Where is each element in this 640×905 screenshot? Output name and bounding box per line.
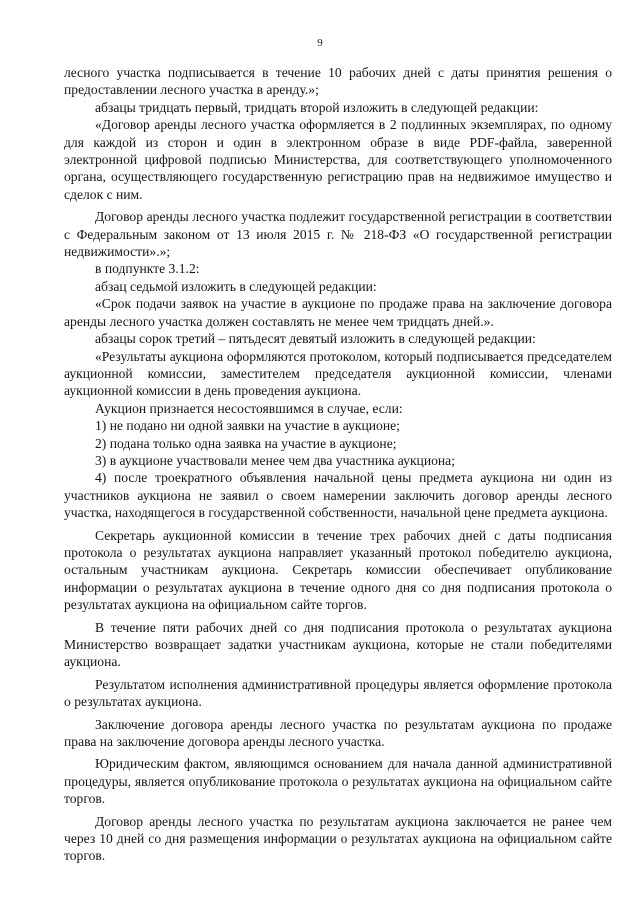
paragraph: лесного участка подписывается в течение 10 рабочих дней с даты принятия решения о предоставлении лесного участка в аренду.»;	[64, 65, 612, 98]
page-number: 9	[317, 37, 323, 49]
paragraph: Заключение договора аренды лесного участка по результатам аукциона по продаже права на заключение договора аренды лесного участка.	[64, 716, 612, 750]
paragraph: Договор аренды лесного участка подлежит государственной регистрации в соответствии с Федеральным законом от 13 июля 2015 г. № 218-ФЗ «О государственной регистрации недвижимости».»;	[64, 209, 612, 260]
list-item: 4) после троекратного объявления начальной цены предмета аукциона ни один из участников аукциона не заявил о своем намерении заключить договор аренды лесного участка, находящегося в государственной собственности, начальной цене предмета аукциона.	[64, 470, 612, 521]
list-item: 2) подана только одна заявка на участие в аукционе;	[95, 435, 397, 451]
paragraph: В течение пяти рабочих дней со дня подписания протокола о результатах аукциона Министерство возвращает задатки участникам аукциона, которые не стали победителями аукциона.	[64, 619, 612, 670]
paragraph: «Срок подачи заявок на участие в аукционе по продаже права на заключение договора аренды лесного участка должен составлять не менее чем тридцать дней.».	[64, 296, 612, 329]
paragraph: Договор аренды лесного участка по результатам аукциона заключается не ранее чем через 10 дней со дня размещения информации о результатах аукциона на официальном сайте торгов.	[64, 813, 612, 864]
paragraph: «Договор аренды лесного участка оформляется в 2 подлинных экземплярах, по одному для каждой из сторон и один в электронном образе в виде PDF-файла, заверенной электронной цифровой подписью Министерства, для соответствующего уполномоченного органа, осуществляющего государственную регистрацию прав на недвижимое имущество и сделок с ним.	[64, 117, 612, 202]
paragraph: Результатом исполнения административной процедуры является оформление протокола о результатах аукциона.	[64, 676, 612, 710]
paragraph: Юридическим фактом, являющимся основанием для начала данной административной процедуры, является опубликование протокола о результатах аукциона на официальном сайте торгов.	[64, 756, 612, 807]
paragraph: Аукцион признается несостоявшимся в случае, если:	[95, 400, 403, 416]
document-body	[64, 64, 612, 865]
paragraph: абзацы сорок третий – пятьдесят девятый изложить в следующей редакции:	[95, 331, 536, 347]
paragraph: в подпункте 3.1.2:	[95, 261, 200, 277]
list-item: 1) не подано ни одной заявки на участие в аукционе;	[95, 418, 400, 434]
paragraph: «Результаты аукциона оформляются протоколом, который подписывается председателем аукционной комиссии, заместителем председателя аукционной комиссии, членами аукционной комиссии в день проведения аукциона.	[64, 348, 612, 399]
list-item: 3) в аукционе участвовали менее чем два участника аукциона;	[95, 452, 455, 468]
paragraph: Секретарь аукционной комиссии в течение трех рабочих дней с даты подписания протокола о результатах аукциона направляет указанный протокол победителю аукциона, остальным участникам аукциона. Секретарь комиссии обеспечивает опубликование информации о результатах аукциона в течение одного дня со дня подписания протокола о результатах аукциона на официальном сайте торгов.	[64, 527, 612, 613]
paragraph: абзац седьмой изложить в следующей редакции:	[95, 278, 377, 294]
paragraph: абзацы тридцать первый, тридцать второй изложить в следующей редакции:	[95, 99, 539, 115]
